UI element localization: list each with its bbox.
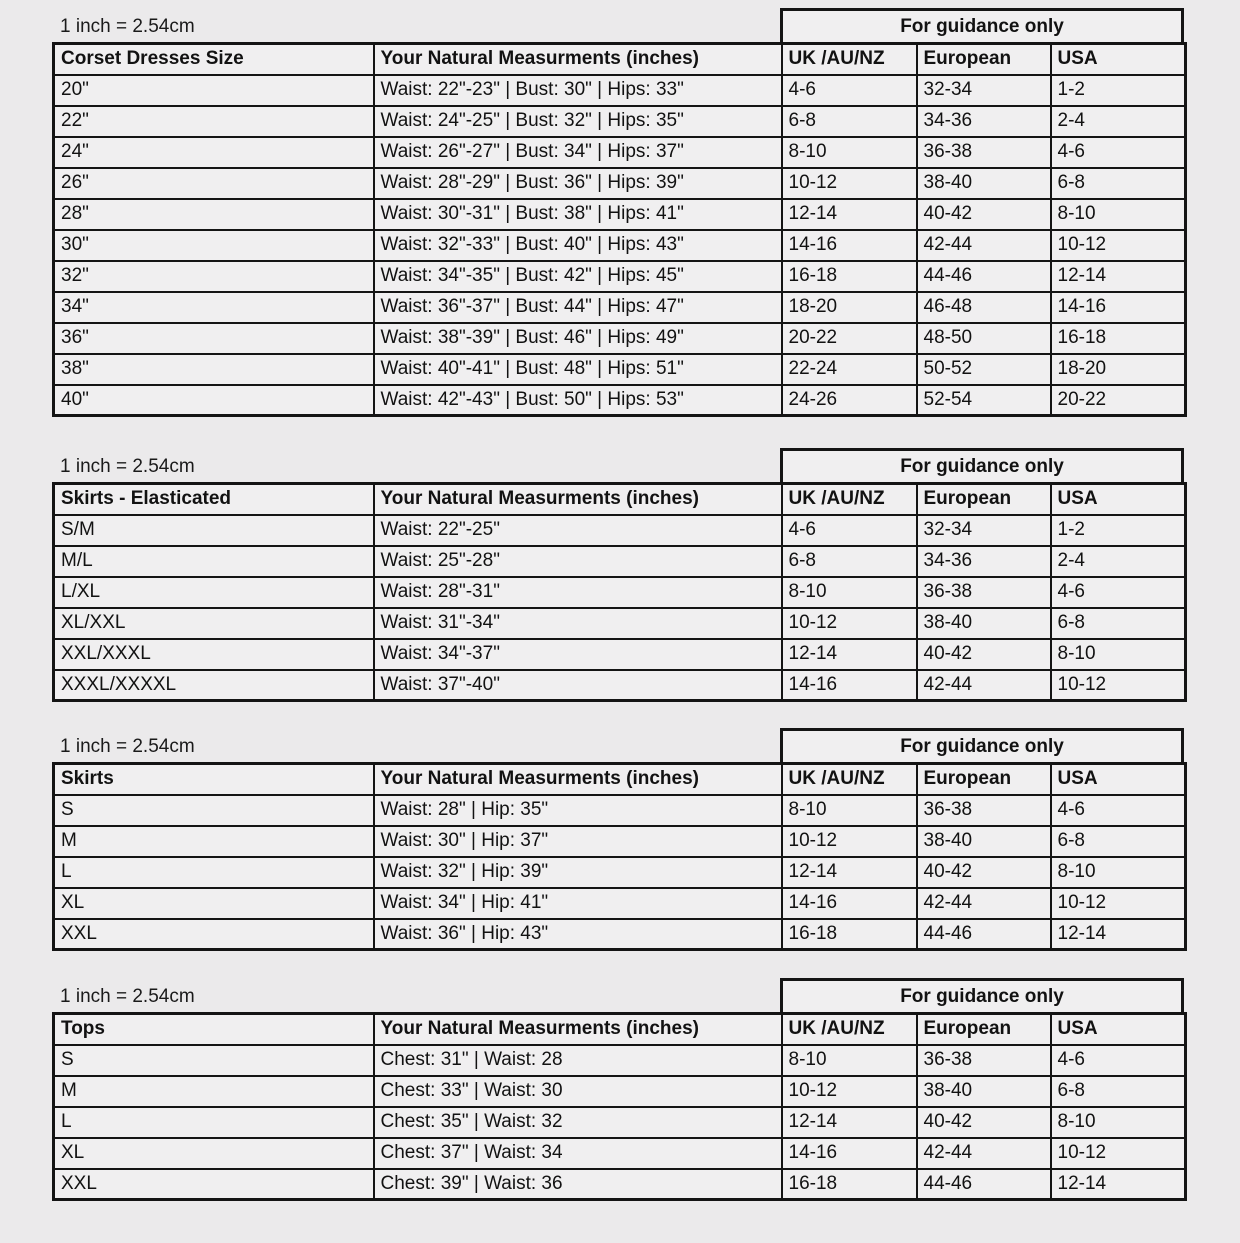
table-row [54,75,1186,106]
size-cell: XL [54,1138,374,1169]
measurements-cell: Waist: 30"-31" | Bust: 38" | Hips: 41" [374,199,782,230]
european-cell: 42-44 [917,1138,1051,1169]
table-row [54,857,1186,888]
measurements-cell: Waist: 32"-33" | Bust: 40" | Hips: 43" [374,230,782,261]
measurements-cell: Waist: 26"-27" | Bust: 34" | Hips: 37" [374,137,782,168]
measurements-cell: Waist: 36"-37" | Bust: 44" | Hips: 47" [374,292,782,323]
european-cell: 36-38 [917,577,1051,608]
usa-cell: 6-8 [1051,1076,1186,1107]
measurements-cell: Waist: 34"-37" [374,639,782,670]
table-row [54,919,1186,950]
european-cell: 38-40 [917,168,1051,199]
guidance-only-header: For guidance only [780,8,1184,42]
table-pre-row [52,728,1184,762]
table-row [54,385,1186,416]
uk-au-nz-cell: 14-16 [782,1138,917,1169]
uk-au-nz-cell: 6-8 [782,106,917,137]
european-cell: 38-40 [917,1076,1051,1107]
uk-au-nz-cell: 8-10 [782,137,917,168]
usa-column-header: USA [1051,44,1186,75]
measurements-cell: Waist: 30" | Hip: 37" [374,826,782,857]
measurements-cell: Waist: 28"-31" [374,577,782,608]
usa-cell: 2-4 [1051,546,1186,577]
measurements-cell: Waist: 34" | Hip: 41" [374,888,782,919]
measurements-cell: Waist: 22"-23" | Bust: 30" | Hips: 33" [374,75,782,106]
uk-au-nz-cell: 6-8 [782,546,917,577]
uk-au-nz-cell: 12-14 [782,1107,917,1138]
usa-cell: 16-18 [1051,323,1186,354]
usa-cell: 1-2 [1051,75,1186,106]
table-row [54,137,1186,168]
measurements-cell: Chest: 39" | Waist: 36 [374,1169,782,1200]
table-row [54,639,1186,670]
size-cell: S [54,795,374,826]
european-cell: 52-54 [917,385,1051,416]
size-cell: 28" [54,199,374,230]
table-row [54,670,1186,701]
measurements-cell: Waist: 34"-35" | Bust: 42" | Hips: 45" [374,261,782,292]
corset-dresses-table-block [52,8,1184,417]
size-cell: S [54,1045,374,1076]
measurements-cell: Waist: 28" | Hip: 35" [374,795,782,826]
usa-column-header: USA [1051,764,1186,795]
table-row [54,1076,1186,1107]
uk-au-nz-cell: 10-12 [782,1076,917,1107]
size-cell: L/XL [54,577,374,608]
usa-cell: 4-6 [1051,137,1186,168]
usa-cell: 2-4 [1051,106,1186,137]
skirts-elasticated-table-block [52,448,1184,702]
uk-au-nz-cell: 4-6 [782,75,917,106]
european-cell: 40-42 [917,1107,1051,1138]
european-cell: 40-42 [917,199,1051,230]
uk-au-nz-cell: 16-18 [782,261,917,292]
usa-column-header: USA [1051,484,1186,515]
usa-cell: 10-12 [1051,888,1186,919]
european-cell: 42-44 [917,888,1051,919]
uk-au-nz-column-header: UK /AU/NZ [782,484,917,515]
measurements-cell: Waist: 24"-25" | Bust: 32" | Hips: 35" [374,106,782,137]
uk-au-nz-cell: 14-16 [782,888,917,919]
table-row [54,1138,1186,1169]
uk-au-nz-cell: 10-12 [782,168,917,199]
european-cell: 32-34 [917,515,1051,546]
european-cell: 40-42 [917,639,1051,670]
measurements-cell: Waist: 25"-28" [374,546,782,577]
measurements-cell: Chest: 35" | Waist: 32 [374,1107,782,1138]
european-cell: 44-46 [917,919,1051,950]
size-cell: M/L [54,546,374,577]
european-cell: 42-44 [917,230,1051,261]
european-column-header: European [917,484,1051,515]
usa-cell: 10-12 [1051,670,1186,701]
size-cell: L [54,1107,374,1138]
uk-au-nz-cell: 8-10 [782,795,917,826]
european-cell: 36-38 [917,795,1051,826]
measurements-column-header: Your Natural Measurments (inches) [374,484,782,515]
measurements-cell: Waist: 22"-25" [374,515,782,546]
european-cell: 48-50 [917,323,1051,354]
skirts-elasticated-size-table [52,482,1187,702]
header-row [54,764,1186,795]
european-cell: 36-38 [917,1045,1051,1076]
size-cell: XXL/XXXL [54,639,374,670]
european-cell: 38-40 [917,608,1051,639]
table-row [54,323,1186,354]
uk-au-nz-cell: 10-12 [782,608,917,639]
measurements-cell: Waist: 28"-29" | Bust: 36" | Hips: 39" [374,168,782,199]
unit-conversion-note: 1 inch = 2.54cm [60,736,195,757]
european-column-header: European [917,1014,1051,1045]
tops-size-table [52,1012,1187,1201]
european-cell: 42-44 [917,670,1051,701]
measurements-cell: Waist: 37"-40" [374,670,782,701]
size-cell: M [54,826,374,857]
usa-cell: 8-10 [1051,857,1186,888]
uk-au-nz-cell: 12-14 [782,857,917,888]
usa-cell: 12-14 [1051,1169,1186,1200]
measurements-cell: Waist: 42"-43" | Bust: 50" | Hips: 53" [374,385,782,416]
table-row [54,292,1186,323]
table-row [54,1045,1186,1076]
usa-cell: 4-6 [1051,1045,1186,1076]
european-cell: 46-48 [917,292,1051,323]
uk-au-nz-cell: 8-10 [782,1045,917,1076]
usa-cell: 20-22 [1051,385,1186,416]
table-row [54,106,1186,137]
measurements-cell: Waist: 40"-41" | Bust: 48" | Hips: 51" [374,354,782,385]
uk-au-nz-cell: 12-14 [782,199,917,230]
table-row [54,1107,1186,1138]
measurements-column-header: Your Natural Measurments (inches) [374,44,782,75]
european-cell: 50-52 [917,354,1051,385]
unit-conversion-note: 1 inch = 2.54cm [60,456,195,477]
size-cell: 40" [54,385,374,416]
table-pre-row [52,448,1184,482]
table-row [54,608,1186,639]
size-cell: XL/XXL [54,608,374,639]
size-cell: 20" [54,75,374,106]
uk-au-nz-cell: 22-24 [782,354,917,385]
unit-conversion-note: 1 inch = 2.54cm [60,16,195,37]
corset-dresses-size-table [52,42,1187,417]
measurements-cell: Waist: 31"-34" [374,608,782,639]
european-cell: 44-46 [917,261,1051,292]
table-row [54,230,1186,261]
size-cell: XL [54,888,374,919]
size-cell: 34" [54,292,374,323]
size-column-header: Skirts [54,764,374,795]
guidance-only-header: For guidance only [780,448,1184,482]
uk-au-nz-column-header: UK /AU/NZ [782,44,917,75]
measurements-cell: Chest: 31" | Waist: 28 [374,1045,782,1076]
unit-conversion-note: 1 inch = 2.54cm [60,986,195,1007]
uk-au-nz-cell: 14-16 [782,670,917,701]
table-pre-row [52,978,1184,1012]
size-cell: 38" [54,354,374,385]
table-row [54,261,1186,292]
european-cell: 32-34 [917,75,1051,106]
size-cell: XXL [54,919,374,950]
usa-cell: 6-8 [1051,608,1186,639]
table-pre-row [52,8,1184,42]
measurements-column-header: Your Natural Measurments (inches) [374,764,782,795]
uk-au-nz-cell: 4-6 [782,515,917,546]
usa-cell: 6-8 [1051,826,1186,857]
european-cell: 38-40 [917,826,1051,857]
uk-au-nz-cell: 16-18 [782,919,917,950]
skirts-size-table [52,762,1187,951]
measurements-cell: Waist: 38"-39" | Bust: 46" | Hips: 49" [374,323,782,354]
uk-au-nz-cell: 18-20 [782,292,917,323]
table-row [54,826,1186,857]
header-row [54,44,1186,75]
size-cell: S/M [54,515,374,546]
uk-au-nz-column-header: UK /AU/NZ [782,1014,917,1045]
uk-au-nz-cell: 12-14 [782,639,917,670]
size-cell: 36" [54,323,374,354]
table-row [54,199,1186,230]
measurements-column-header: Your Natural Measurments (inches) [374,1014,782,1045]
european-cell: 34-36 [917,106,1051,137]
size-cell: L [54,857,374,888]
european-column-header: European [917,44,1051,75]
header-row [54,1014,1186,1045]
measurements-cell: Chest: 37" | Waist: 34 [374,1138,782,1169]
uk-au-nz-cell: 16-18 [782,1169,917,1200]
skirts-table-block [52,728,1184,951]
usa-cell: 10-12 [1051,1138,1186,1169]
size-column-header: Corset Dresses Size [54,44,374,75]
size-cell: 24" [54,137,374,168]
european-column-header: European [917,764,1051,795]
usa-column-header: USA [1051,1014,1186,1045]
uk-au-nz-column-header: UK /AU/NZ [782,764,917,795]
usa-cell: 1-2 [1051,515,1186,546]
header-row [54,484,1186,515]
table-row [54,1169,1186,1200]
european-cell: 34-36 [917,546,1051,577]
tops-table-block [52,978,1184,1201]
table-row [54,515,1186,546]
uk-au-nz-cell: 10-12 [782,826,917,857]
usa-cell: 6-8 [1051,168,1186,199]
measurements-cell: Waist: 36" | Hip: 43" [374,919,782,950]
size-column-header: Skirts - Elasticated [54,484,374,515]
size-cell: 26" [54,168,374,199]
table-row [54,354,1186,385]
measurements-cell: Chest: 33" | Waist: 30 [374,1076,782,1107]
size-column-header: Tops [54,1014,374,1045]
size-cell: 22" [54,106,374,137]
table-row [54,168,1186,199]
size-cell: XXL [54,1169,374,1200]
european-cell: 40-42 [917,857,1051,888]
table-row [54,546,1186,577]
guidance-only-header: For guidance only [780,728,1184,762]
size-cell: M [54,1076,374,1107]
uk-au-nz-cell: 24-26 [782,385,917,416]
size-cell: XXXL/XXXXL [54,670,374,701]
usa-cell: 14-16 [1051,292,1186,323]
european-cell: 36-38 [917,137,1051,168]
usa-cell: 8-10 [1051,1107,1186,1138]
size-cell: 32" [54,261,374,292]
size-cell: 30" [54,230,374,261]
guidance-only-header: For guidance only [780,978,1184,1012]
usa-cell: 8-10 [1051,639,1186,670]
measurements-cell: Waist: 32" | Hip: 39" [374,857,782,888]
uk-au-nz-cell: 8-10 [782,577,917,608]
usa-cell: 10-12 [1051,230,1186,261]
uk-au-nz-cell: 14-16 [782,230,917,261]
table-row [54,888,1186,919]
table-row [54,577,1186,608]
usa-cell: 12-14 [1051,919,1186,950]
usa-cell: 4-6 [1051,577,1186,608]
usa-cell: 4-6 [1051,795,1186,826]
uk-au-nz-cell: 20-22 [782,323,917,354]
usa-cell: 18-20 [1051,354,1186,385]
usa-cell: 8-10 [1051,199,1186,230]
usa-cell: 12-14 [1051,261,1186,292]
table-row [54,795,1186,826]
european-cell: 44-46 [917,1169,1051,1200]
